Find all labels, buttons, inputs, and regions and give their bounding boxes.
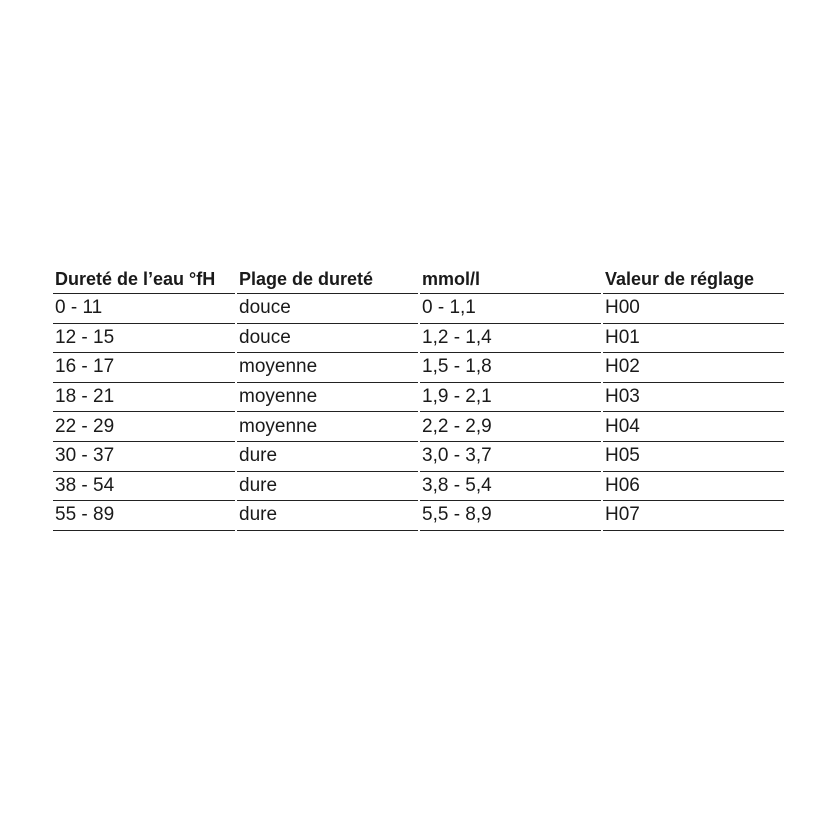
cell-mmol: 0 - 1,1 [419,294,602,324]
cell-hardness-range: douce [236,294,419,324]
cell-hardness-fh: 38 - 54 [53,471,236,501]
water-hardness-table-container [53,268,784,531]
cell-mmol: 1,2 - 1,4 [419,323,602,353]
table-row [53,441,784,471]
cell-mmol: 2,2 - 2,9 [419,412,602,442]
cell-setting-value: H00 [602,294,784,324]
cell-hardness-range: moyenne [236,412,419,442]
table-row [53,412,784,442]
table-row [53,471,784,501]
table-row [53,294,784,324]
cell-hardness-fh: 18 - 21 [53,382,236,412]
cell-hardness-range: dure [236,501,419,531]
cell-setting-value: H06 [602,471,784,501]
header-row [53,268,784,294]
cell-mmol: 1,5 - 1,8 [419,353,602,383]
header-water-hardness: Dureté de l’eau °fH [53,268,236,294]
header-hardness-range: Plage de dureté [236,268,419,294]
table-body [53,294,784,531]
header-mmol: mmol/l [419,268,602,294]
cell-hardness-fh: 55 - 89 [53,501,236,531]
cell-hardness-fh: 0 - 11 [53,294,236,324]
cell-mmol: 3,0 - 3,7 [419,441,602,471]
cell-hardness-range: moyenne [236,353,419,383]
table-row [53,353,784,383]
cell-hardness-fh: 30 - 37 [53,441,236,471]
water-hardness-table [53,268,784,531]
cell-mmol: 1,9 - 2,1 [419,382,602,412]
cell-hardness-range: dure [236,471,419,501]
cell-hardness-range: dure [236,441,419,471]
cell-setting-value: H07 [602,501,784,531]
cell-hardness-fh: 12 - 15 [53,323,236,353]
table-row [53,501,784,531]
cell-setting-value: H04 [602,412,784,442]
table-header [53,268,784,294]
cell-mmol: 3,8 - 5,4 [419,471,602,501]
cell-setting-value: H05 [602,441,784,471]
cell-mmol: 5,5 - 8,9 [419,501,602,531]
cell-setting-value: H02 [602,353,784,383]
cell-hardness-fh: 16 - 17 [53,353,236,383]
table-row [53,382,784,412]
cell-hardness-fh: 22 - 29 [53,412,236,442]
cell-setting-value: H01 [602,323,784,353]
header-setting-value: Valeur de réglage [602,268,784,294]
cell-hardness-range: douce [236,323,419,353]
table-row [53,323,784,353]
cell-hardness-range: moyenne [236,382,419,412]
cell-setting-value: H03 [602,382,784,412]
